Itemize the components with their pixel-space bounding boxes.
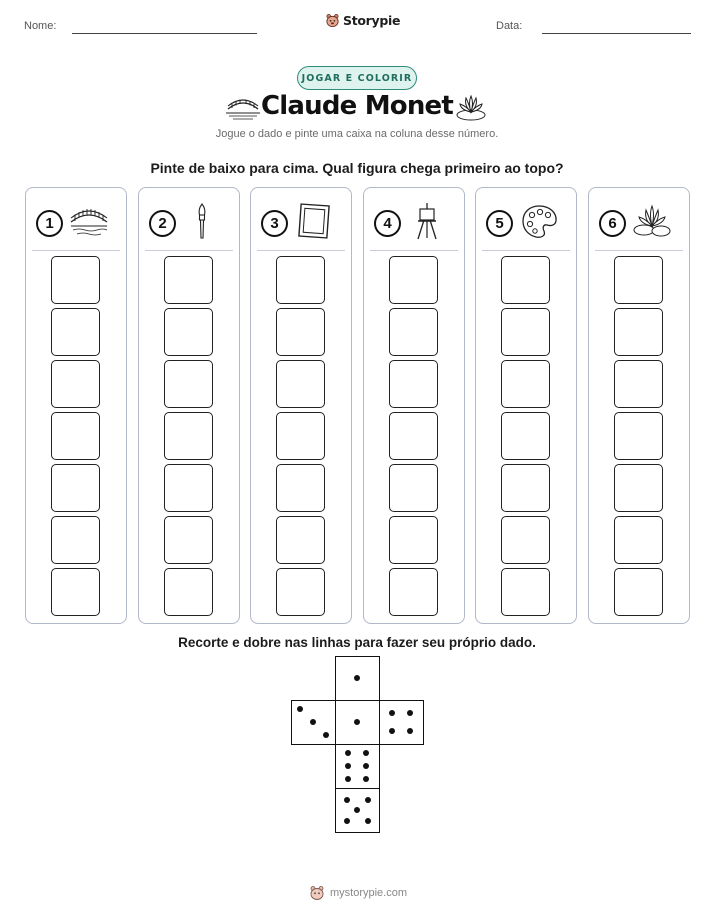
color-box[interactable] [164,568,213,616]
column-1 [25,187,127,624]
die-pip [354,807,360,813]
color-box[interactable] [389,412,438,460]
die-pip [323,732,329,738]
die-pip [365,818,371,824]
date-label: Data: [496,20,523,32]
color-box[interactable] [51,516,100,564]
color-box[interactable] [51,308,100,356]
color-box[interactable] [614,308,663,356]
palette-icon [519,202,559,245]
die-face-4 [379,700,424,745]
die-face-5 [335,788,380,833]
mascot-icon [309,885,325,901]
color-box[interactable] [276,516,325,564]
color-box[interactable] [614,360,663,408]
name-line[interactable] [72,33,257,34]
color-box[interactable] [389,308,438,356]
brand-logo [325,13,400,28]
column-divider [257,250,345,251]
color-box[interactable] [276,464,325,512]
color-box[interactable] [164,256,213,304]
column-number: 4 [374,210,401,237]
activity-badge: JOGAR E COLORIR [297,66,417,90]
die-pip [354,719,360,725]
column-5 [475,187,577,624]
column-header [374,202,447,245]
die-pip [407,728,413,734]
column-header [486,202,559,245]
die-pip [407,710,413,716]
color-box[interactable] [501,256,550,304]
name-label: Nome: [24,20,57,32]
paintbrush-icon [182,202,222,245]
color-box[interactable] [614,256,663,304]
die-pip [310,719,316,725]
color-box[interactable] [614,412,663,460]
color-box[interactable] [501,516,550,564]
color-box[interactable] [276,360,325,408]
color-box[interactable] [51,412,100,460]
mascot-icon [325,13,340,28]
date-line[interactable] [542,33,691,34]
color-box[interactable] [276,256,325,304]
instruction-top: Pinte de baixo para cima. Qual figura chega primeiro ao topo? [150,160,564,176]
die-pip [363,776,369,782]
color-box[interactable] [389,568,438,616]
page-title: Claude Monet [260,91,454,121]
color-box[interactable] [389,256,438,304]
die-pip [297,706,303,712]
die-face-3 [291,700,336,745]
color-box[interactable] [51,256,100,304]
die-face-6 [335,744,380,789]
die-pip [345,750,351,756]
column-number: 5 [486,210,513,237]
column-header [261,202,334,245]
color-box[interactable] [501,412,550,460]
column-number: 6 [599,210,626,237]
japanese-bridge-icon [69,202,109,245]
column-divider [32,250,120,251]
picture-frame-icon [294,202,334,245]
die-pip [344,818,350,824]
color-box[interactable] [164,360,213,408]
color-box[interactable] [614,464,663,512]
column-4 [363,187,465,624]
die-pip [345,776,351,782]
color-box[interactable] [51,568,100,616]
column-number: 3 [261,210,288,237]
color-box[interactable] [389,464,438,512]
die-pip [389,710,395,716]
color-box[interactable] [164,464,213,512]
footer [309,885,407,901]
die-pip [354,675,360,681]
column-divider [145,250,233,251]
color-box[interactable] [164,516,213,564]
die-face-1 [335,656,380,701]
instruction-bottom: Recorte e dobre nas linhas para fazer seu próprio dado. [178,635,536,650]
color-box[interactable] [614,568,663,616]
column-3 [250,187,352,624]
die-pip [344,797,350,803]
die-face-1 [335,700,380,745]
column-divider [370,250,458,251]
color-box[interactable] [501,568,550,616]
column-header [149,202,222,245]
color-box[interactable] [51,360,100,408]
subtitle: Jogue o dado e pinte uma caixa na coluna desse número. [215,128,499,140]
water-lily-icon [632,202,672,245]
die-pip [363,750,369,756]
easel-icon [407,202,447,245]
column-6 [588,187,690,624]
color-box[interactable] [51,464,100,512]
column-header [36,202,109,245]
column-number: 2 [149,210,176,237]
lotus-icon [455,94,487,121]
die-pip [345,763,351,769]
color-box[interactable] [164,308,213,356]
color-box[interactable] [276,568,325,616]
brand-name: Storypie [343,13,401,28]
column-2 [138,187,240,624]
color-box[interactable] [501,360,550,408]
color-box[interactable] [389,516,438,564]
column-divider [482,250,570,251]
column-number: 1 [36,210,63,237]
color-box[interactable] [614,516,663,564]
color-box[interactable] [501,308,550,356]
color-box[interactable] [389,360,438,408]
color-box[interactable] [276,308,325,356]
color-box[interactable] [276,412,325,460]
die-pip [363,763,369,769]
column-header [599,202,672,245]
footer-url[interactable]: mystorypie.com [330,887,408,899]
color-box[interactable] [164,412,213,460]
die-pip [365,797,371,803]
die-pip [389,728,395,734]
column-divider [595,250,683,251]
color-box[interactable] [501,464,550,512]
